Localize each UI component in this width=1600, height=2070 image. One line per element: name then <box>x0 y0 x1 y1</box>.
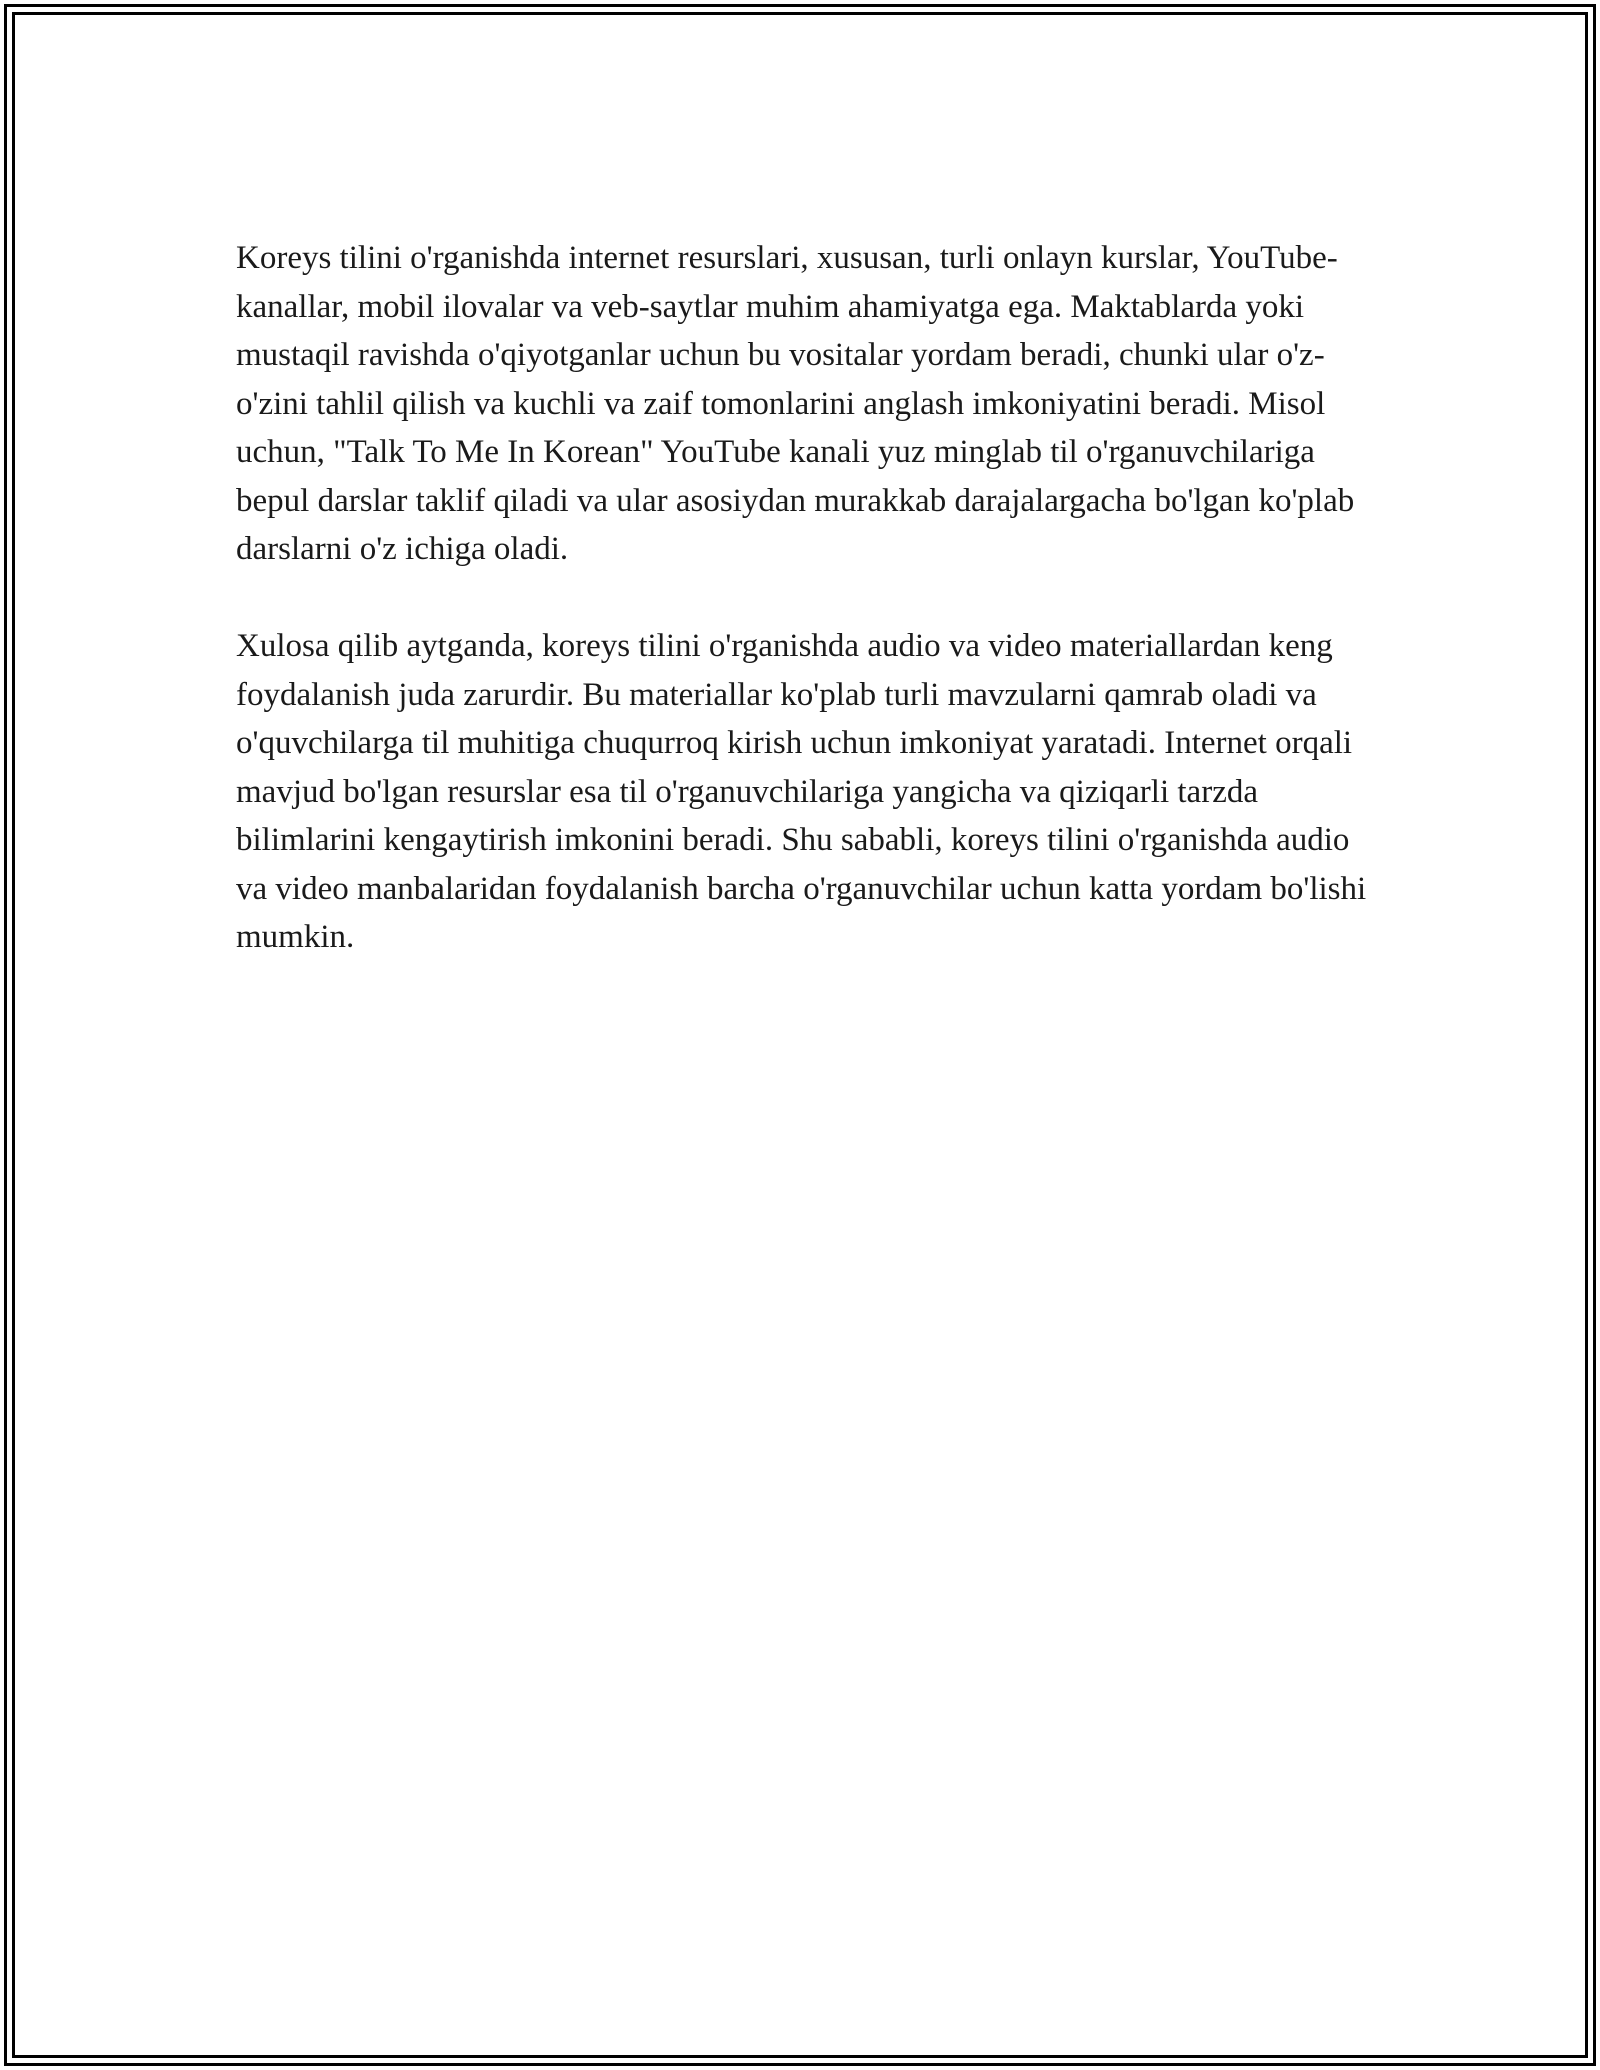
paragraph-conclusion: Xulosa qilib aytganda, koreys tilini o'rganishda audio va video materiallardan keng foydalanish juda zarurdir. Bu materiallar ko'plab turli mavzularni qamrab oladi va o'quvchilarga til muhitiga chuqurroq kirish uchun imkoniyat yaratadi. Internet orqali mavjud bo'lgan resurslar esa til o'rganuvchilariga yangicha va qiziqarli tarzda bilimlarini kengaytirish imkonini beradi. Shu sababli, koreys tilini o'rganishda audio va video manbalaridan foydalanish barcha o'rganuvchilar uchun katta yordam bo'lishi mumkin. <box>236 628 1367 955</box>
document-body <box>236 234 1386 962</box>
paragraph-internet-resources: Koreys tilini o'rganishda internet resurslari, xususan, turli onlayn kurslar, YouTube-kanallar, mobil ilovalar va veb-saytlar muhim ahamiyatga ega. Maktablarda yoki mustaqil ravishda o'qiyotganlar uchun bu vositalar yordam beradi, chunki ular o'z-o'zini tahlil qilish va kuchli va zaif tomonlarini anglash imkoniyatini beradi. Misol uchun, "Talk To Me In Korean" YouTube kanali yuz minglab til o'rganuvchilariga bepul darslar taklif qiladi va ular asosiydan murakkab darajalargacha bo'lgan ko'plab darslarni o'z ichiga oladi. <box>236 240 1355 567</box>
